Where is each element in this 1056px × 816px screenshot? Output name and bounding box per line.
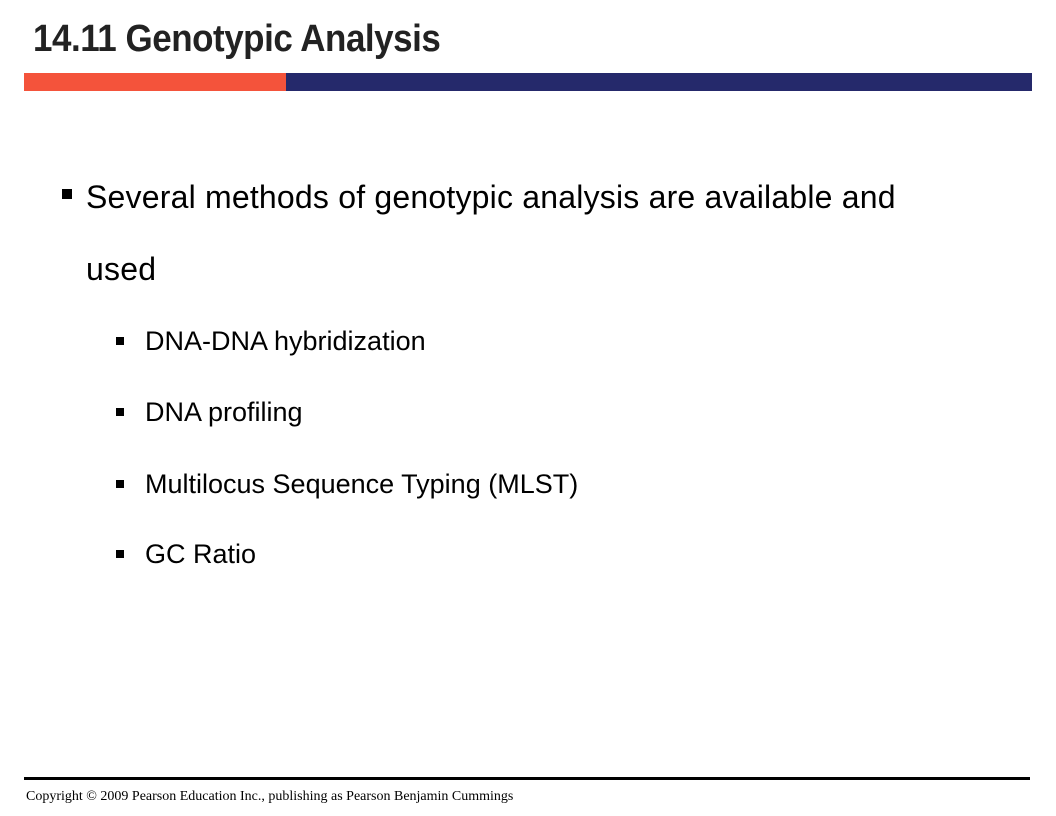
sub-bullet-item	[116, 538, 256, 570]
square-bullet-icon	[116, 480, 124, 488]
square-bullet-icon	[116, 408, 124, 416]
slide-title: 14.11 Genotypic Analysis	[33, 18, 441, 60]
sub-bullet-item	[116, 325, 426, 357]
sub-bullet-item	[116, 396, 303, 428]
sub-bullet-item	[116, 468, 578, 500]
footer-copyright: Copyright © 2009 Pearson Education Inc., publishing as Pearson Benjamin Cummings	[26, 789, 514, 804]
footer-divider	[24, 777, 1030, 780]
bullet-item	[62, 170, 962, 305]
square-bullet-icon	[116, 550, 124, 558]
bullet-text: Several methods of genotypic analysis are available and used	[86, 179, 896, 287]
sub-bullet-text: GC Ratio	[145, 539, 257, 569]
sub-bullet-text: DNA profiling	[145, 397, 303, 427]
sub-bullet-text: Multilocus Sequence Typing (MLST)	[145, 469, 579, 499]
square-bullet-icon	[116, 337, 124, 345]
square-bullet-icon	[62, 189, 72, 199]
sub-bullet-text: DNA-DNA hybridization	[145, 326, 426, 356]
